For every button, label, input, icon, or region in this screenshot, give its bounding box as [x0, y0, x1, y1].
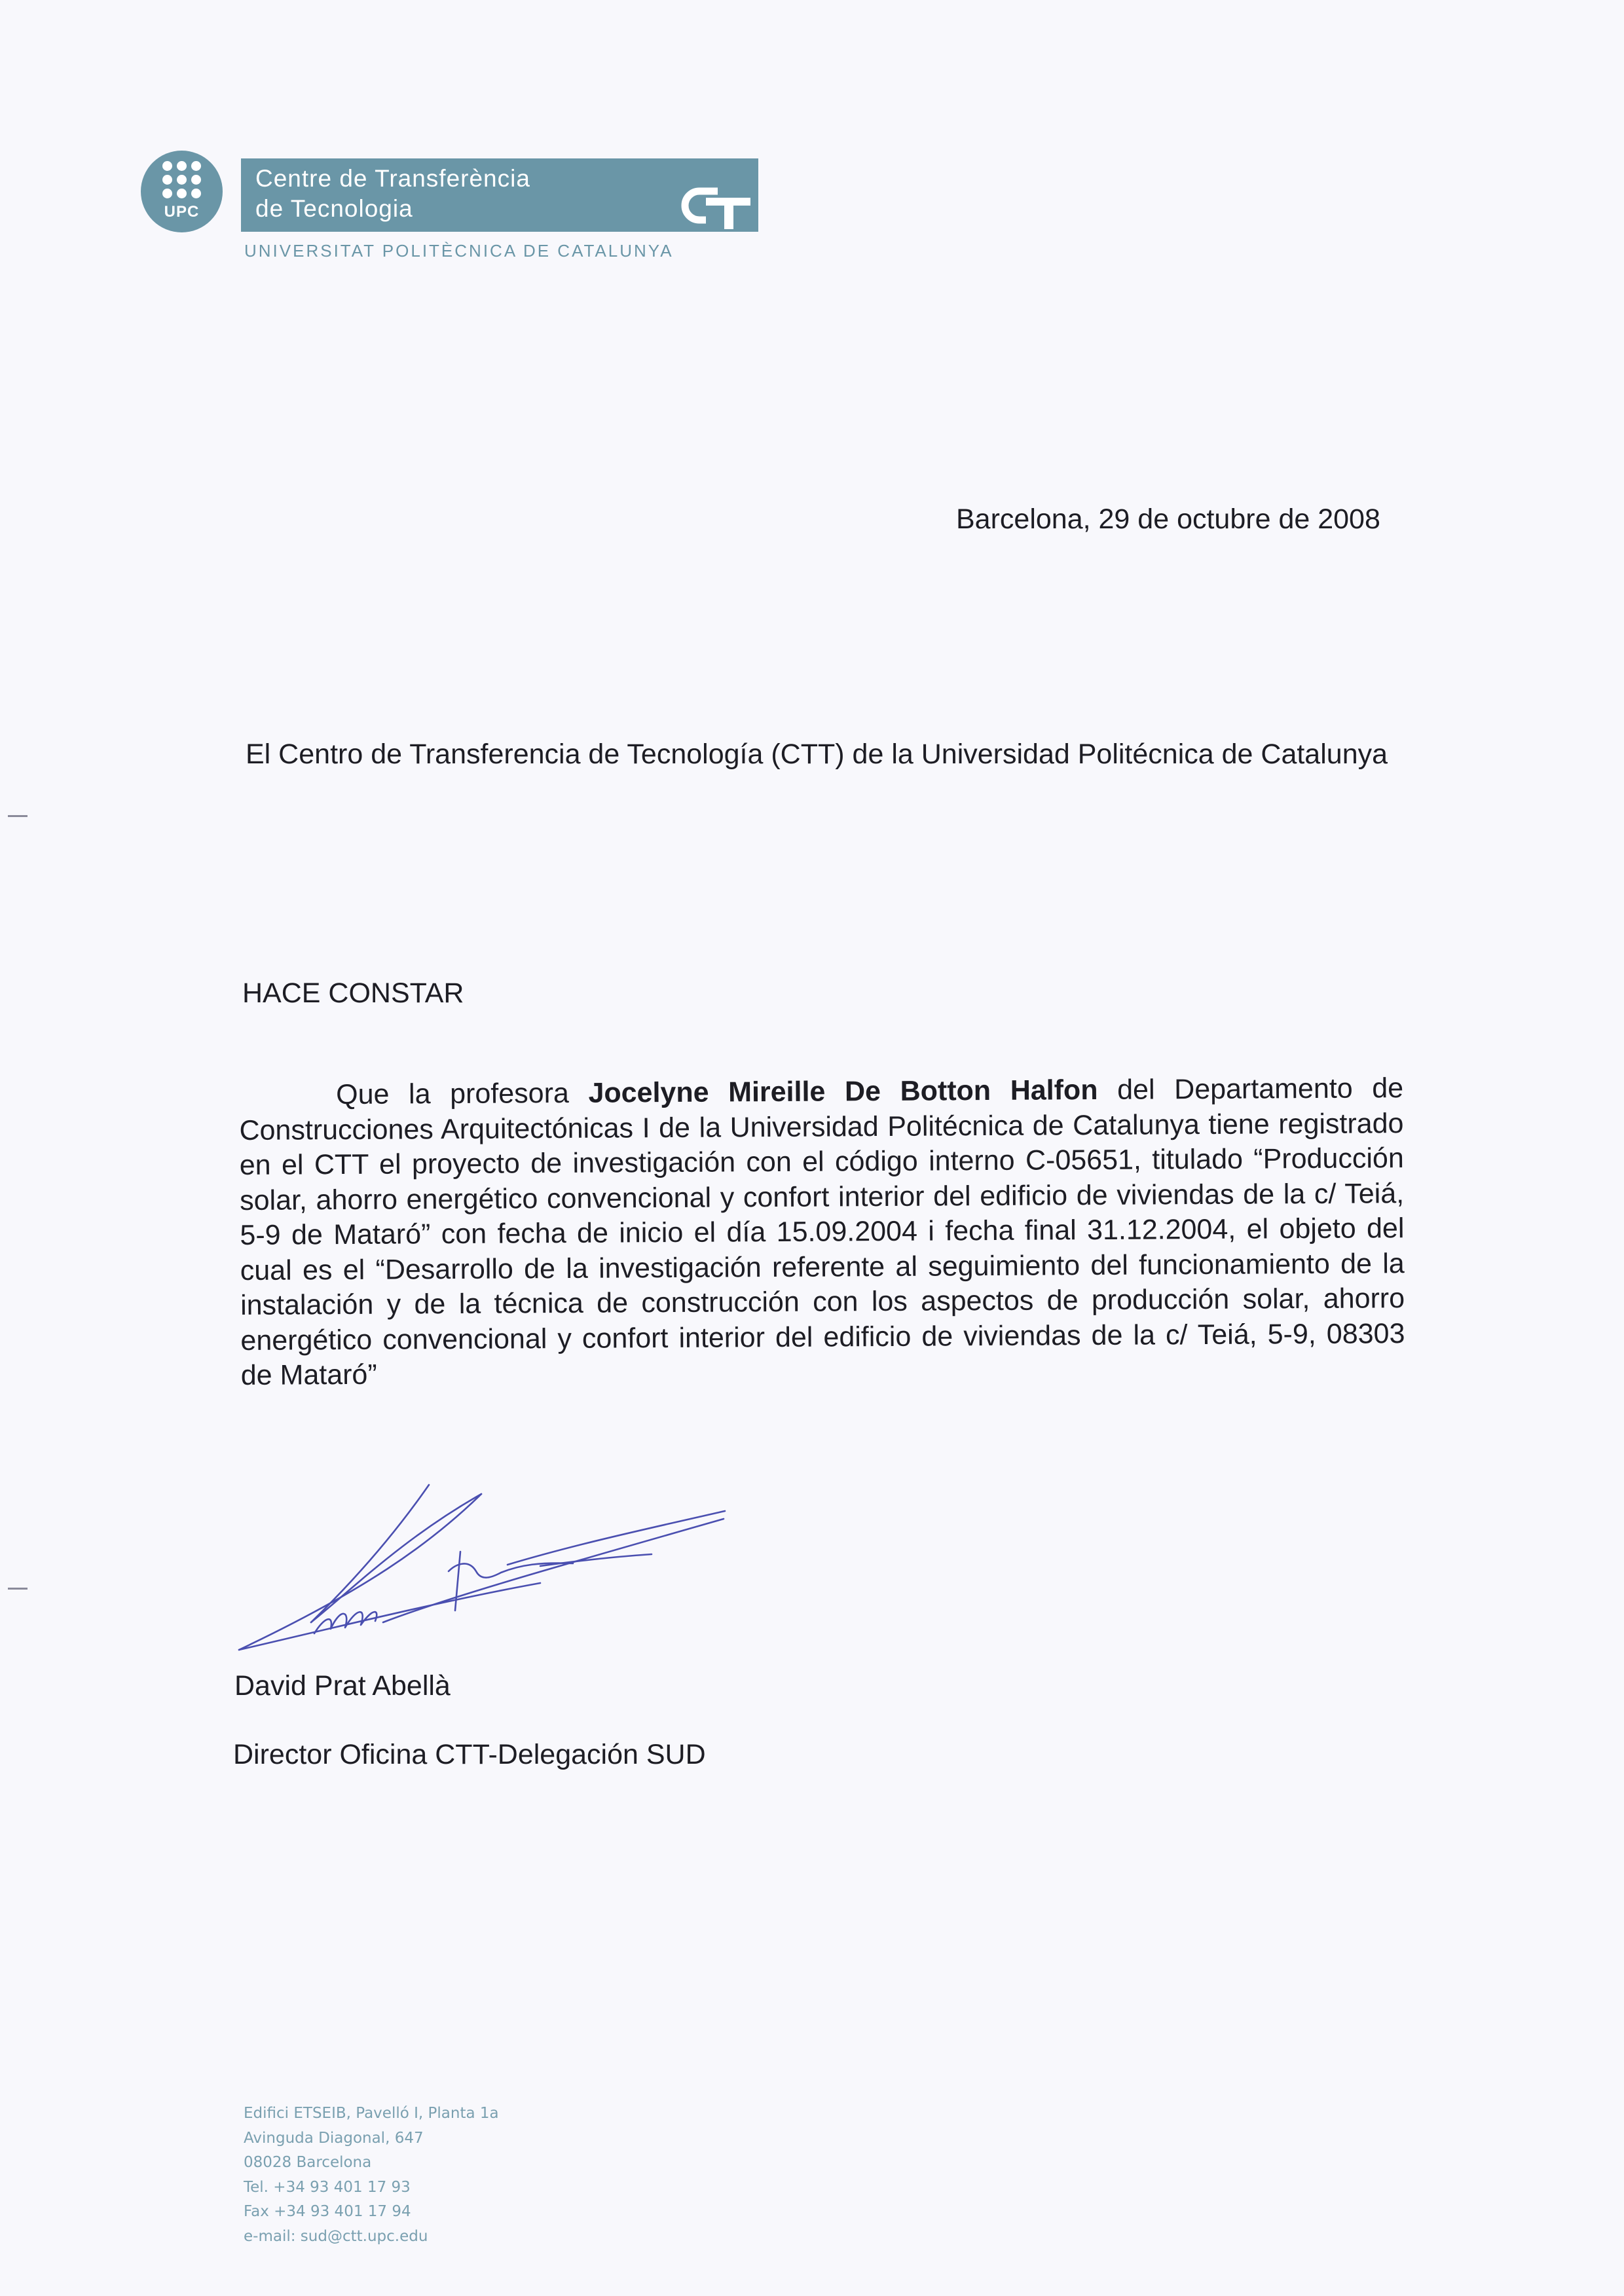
date-line: Barcelona, 29 de octubre de 2008: [956, 503, 1380, 535]
upc-seal-icon: [141, 151, 223, 232]
main-paragraph: [239, 1071, 1405, 1394]
fold-mark: [8, 1588, 28, 1590]
fold-mark: [8, 815, 28, 817]
footer-address-line-1: Edifici ETSEIB, Pavelló I, Planta 1a: [244, 2105, 499, 2122]
banner-title-line-1: Centre de Transferència: [255, 165, 530, 192]
handwritten-signature-icon: [232, 1473, 730, 1663]
university-name: UNIVERSITAT POLITÈCNICA DE CATALUNYA: [244, 241, 674, 261]
intro-paragraph: El Centro de Transferencia de Tecnología (CTT) de la Universidad Politécnica de Catalunya: [246, 738, 1388, 770]
footer-fax: Fax +34 93 401 17 94: [244, 2203, 411, 2220]
ctt-banner: [241, 158, 758, 232]
upc-dots-icon: [162, 161, 202, 200]
letterhead: [141, 151, 769, 268]
signer-name: David Prat Abellà: [234, 1670, 451, 1702]
paragraph-part-2: del Departamento de Construcciones Arquitectónicas I de la Universidad Politécnica de Catalunya tiene registrado en el CTT el proyecto de investigación con el código interno C-05651, titulado “Producción solar, ahorro energético convencional y confort interior del edificio de viviendas de la c/ Teiá, 5-9 de Mataró” con fecha de inicio el día 15.09.2004 i fecha final 31.12.2004, el objeto del cual es el “Desarrollo de la investigación referente al seguimiento del funcionamiento de la instalación y de la técnica de construcción con los aspectos de producción solar, ahorro energético convencional y confort interior del edificio de viviendas de la c/ Teiá, 5-9, 08303 de Mataró”: [239, 1072, 1405, 1392]
professor-name: Jocelyne Mireille De Botton Halfon: [588, 1074, 1098, 1109]
footer-email: e-mail: sud@ctt.upc.edu: [244, 2227, 428, 2245]
heading-hace-constar: HACE CONSTAR: [242, 977, 464, 1009]
upc-seal-label: UPC: [164, 203, 200, 221]
footer-address-line-3: 08028 Barcelona: [244, 2154, 372, 2171]
footer-address-line-2: Avinguda Diagonal, 647: [244, 2129, 424, 2147]
footer-phone: Tel. +34 93 401 17 93: [244, 2178, 411, 2196]
signer-role: Director Oficina CTT-Delegación SUD: [233, 1739, 706, 1770]
footer-address: [244, 2102, 702, 2249]
ctt-logo-icon: [677, 182, 756, 232]
banner-title-line-2: de Tecnologia: [255, 195, 413, 222]
paragraph-part-1: Que la profesora: [336, 1077, 589, 1111]
